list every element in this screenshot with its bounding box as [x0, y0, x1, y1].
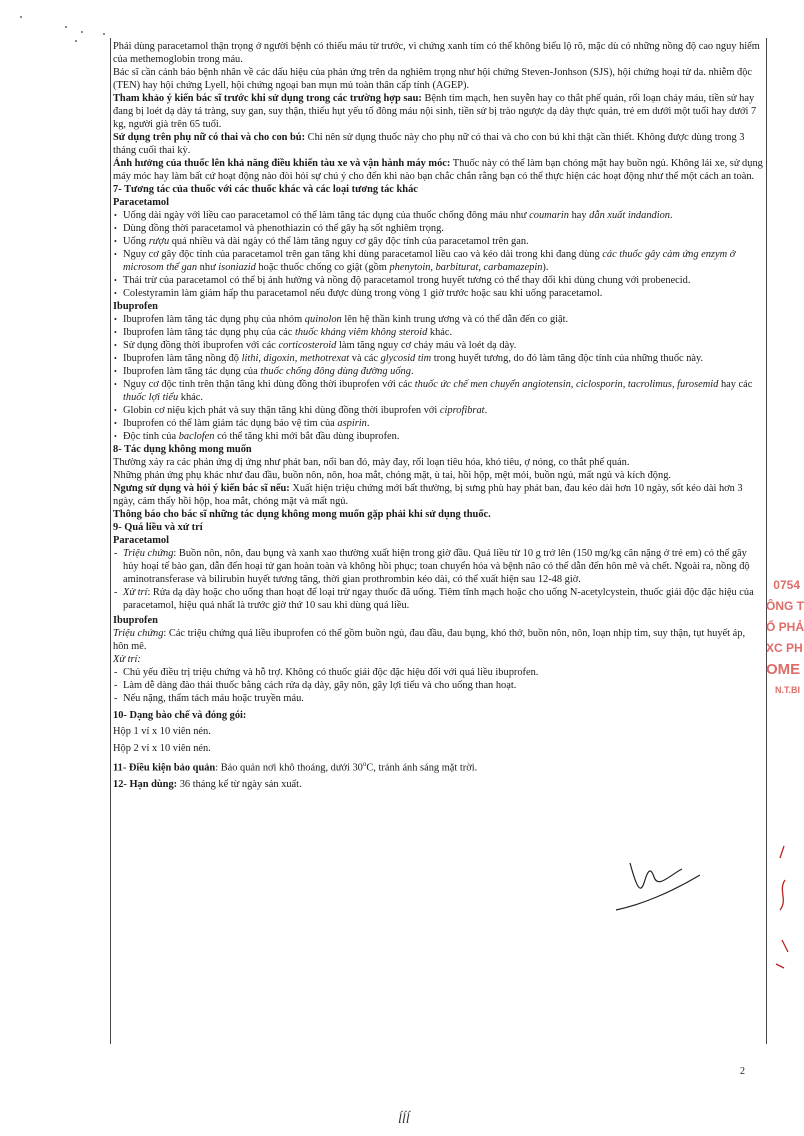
page-number: 2 — [740, 1066, 745, 1077]
list-item: • Ibuprofen có thể làm giảm tác dụng bảo vệ tim của aspirin. — [113, 417, 763, 430]
margin-handwriting — [770, 840, 795, 980]
section-12: 12- Hạn dùng: 36 tháng kể từ ngày sản xuất. — [113, 779, 302, 791]
s9-ibuprofen-list — [113, 666, 763, 705]
section-9-title: 9- Quá liều và xử trí — [113, 522, 203, 533]
s7-ibuprofen-list — [113, 313, 763, 443]
section-10-title: 10- Dạng bào chế và đóng gói: — [113, 710, 247, 721]
s8-para-2: Những phản ứng phụ khác như đau đầu, buồn nôn, nôn, hoa mắt, chóng mặt, ù tai, hồi hộp, mệt mỏi, buồn ngủ, mất ngủ và kích động. — [113, 470, 671, 481]
s10-line-2: Hộp 2 vỉ x 10 viên nén. — [113, 743, 211, 754]
scan-specks — [18, 15, 118, 45]
s9-ibuprofen-treatment-label: Xử trí: — [113, 654, 141, 665]
s7-paracetamol-heading: Paracetamol — [113, 197, 169, 208]
red-company-stamp: 0754 ÔNG T Ổ PHẢ XC PH OME N.T.BI — [766, 578, 804, 695]
intro-para-5: Ảnh hưởng của thuốc lên khả năng điều khiển tàu xe và vận hành máy móc: Thuốc này có thể làm bạn chóng mặt hay buồn ngủ. Không lái xe, sử dụng máy móc hay làm bất cứ hoạt động nào đòi hỏi sự chú ý cho đến khi nào bạn chắc chắn rằng bạn có thể thực hiện các hoạt động như thế một cách an toàn. — [113, 158, 763, 182]
s7-ibuprofen-heading: Ibuprofen — [113, 301, 158, 312]
footer-mark: ĺĺĺ — [398, 1112, 410, 1127]
document-body — [113, 40, 763, 791]
list-item: • Uống dài ngày với liều cao paracetamol có thể làm tăng tác dụng của thuốc chống đông máu như coumarin hay dẫn xuất indandion. — [113, 209, 763, 222]
intro-para-4: Sử dụng trên phụ nữ có thai và cho con bú: Chỉ nên sử dụng thuốc này cho phụ nữ có thai và cho con bú khi thật cần thiết. Không được dùng trong 3 tháng cuối thai kỳ. — [113, 132, 745, 156]
s9-paracetamol-heading: Paracetamol — [113, 535, 169, 546]
list-item: • Ibuprofen làm tăng tác dụng phụ của các thuốc kháng viêm không steroid khác. — [113, 326, 763, 339]
list-item: • Uống rượu quá nhiều và dài ngày có thể làm tăng nguy cơ gây độc tính của paracetamol trên gan. — [113, 235, 763, 248]
section-7-title: 7- Tương tác của thuốc với các thuốc khác và các loại tương tác khác — [113, 184, 418, 195]
s10-line-1: Hộp 1 vỉ x 10 viên nén. — [113, 726, 211, 737]
s9-ibuprofen-heading: Ibuprofen — [113, 615, 158, 626]
list-item: - Xử trí: Rửa dạ dày hoặc cho uống than hoạt để loại trừ ngay thuốc đã uống. Tiêm tĩnh mạch hoặc cho uống N-acetylcystein, thuốc giải độc đặc hiệu của paracetamol, hiệu quả nhất là trước giờ thứ 10 sau khi dùng quá liều. — [113, 586, 763, 612]
s8-para-1: Thường xảy ra các phản ứng dị ứng như phát ban, nổi ban đỏ, mày đay, rối loạn tiêu hóa, khó tiêu, ợ nóng, co thắt phế quản. — [113, 457, 630, 468]
intro-para-3: Tham khảo ý kiến bác sĩ trước khi sử dụng trong các trường hợp sau: Bệnh tim mạch, hen suyễn hay co thắt phế quản, rối loạn chảy máu, tiền sử hay đang bị loét dạ dày tá tràng, suy gan, suy thận, thiếu hụt yếu tố đông máu nội sinh, tiền sử bị trào ngược dạ dày thực quản, trẻ em dưới một tuổi hay dưới 7 kg, người già trên 65 tuổi. — [113, 93, 757, 130]
list-item: • Nguy cơ độc tính trên thận tăng khi dùng đồng thời ibuprofen với các thuốc ức chế men chuyển angiotensin, ciclosporin, tacrolimus, furosemid hay các thuốc lợi tiểu khác. — [113, 378, 763, 404]
list-item: • Thải trừ của paracetamol có thể bị ảnh hưởng và nồng độ paracetamol trong huyết tương có thể thay đổi khi dùng chung với probenecid. — [113, 274, 763, 287]
list-item: - Triệu chứng: Buồn nôn, nôn, đau bụng và xanh xao thường xuất hiện trong giờ đầu. Quá liều từ 10 g trở lên (150 mg/kg cân nặng ở trẻ em) có thể gây hủy hoại tế bào gan, dẫn đến hoại tử gan hoàn toàn và không hồi phục; toan chuyển hóa và bệnh não có thể dẫn đến hôn mê và chết. Ngoài ra, nồng độ aminotransferase và bilirubin huyết tương tăng, thời gian prothrombin kéo dài, có thể xuất hiện sau 12-48 giờ. — [113, 547, 763, 586]
list-item: • Dùng đồng thời paracetamol và phenothiazin có thể gây hạ sốt nghiêm trọng. — [113, 222, 763, 235]
list-item: • Nguy cơ gây độc tính của paracetamol trên gan tăng khi dùng paracetamol liều cao và kéo dài trong khi đang dùng các thuốc gây cảm ứng enzym ở microsom thể gan như isoniazid hoặc thuốc chống co giật (gồm phenytoin, barbiturat, carbamazepin). — [113, 248, 763, 274]
handwritten-signature — [610, 855, 720, 925]
intro-para-2: Bác sĩ cần cảnh báo bệnh nhân về các dấu hiệu của phản ứng trên da nghiêm trọng như hội chứng Steven-Jonhson (SJS), hội chứng hoại tử da. nhiễm độc (TEN) hay hội chứng Lyell, hội chứng ngoại ban mụn mủ toàn thân cấp tính (AGEP). — [113, 67, 753, 91]
list-item: • Globin cơ niệu kịch phát và suy thận tăng khi dùng đồng thời ibuprofen với ciprofibrat. — [113, 404, 763, 417]
list-item: - Làm dễ dàng đào thải thuốc bằng cách rửa dạ dày, gây nôn, gây lợi tiểu và cho uống than hoạt. — [113, 679, 763, 692]
section-11: 11- Điều kiện bảo quản: Bảo quản nơi khô thoáng, dưới 30$^o$C, tránh ánh sáng mặt trời. — [113, 760, 478, 774]
list-item: • Ibuprofen làm tăng tác dụng phụ của nhóm quinolon lên hệ thần kinh trung ương và có thể dẫn đến co giật. — [113, 313, 763, 326]
list-item: - Chủ yếu điều trị triệu chứng và hỗ trợ. Không có thuốc giải độc đặc hiệu đối với quá liều ibuprofen. — [113, 666, 763, 679]
s9-ibuprofen-symptoms: Triệu chứng: Các triệu chứng quá liều ibuprofen có thể gồm buồn ngủ, đau đầu, đau bụng, khó thở, buồn nôn, nôn, loạn nhịp tim, suy thận, tụt huyết áp, hôn mê. — [113, 628, 746, 652]
list-item: • Colestyramin làm giảm hấp thu paracetamol nếu được dùng trong vòng 1 giờ trước hoặc sau khi uống paracetamol. — [113, 287, 763, 300]
s8-para-3: Ngưng sử dụng và hỏi ý kiến bác sĩ nếu: Xuất hiện triệu chứng mới bất thường, bị sưng phù hay phát ban, đau kéo dài hơn 10 ngày, sốt kéo dài hơn 3 ngày, cảm thấy hồi hộp, hoa mắt, chóng mặt và mất ngủ. — [113, 483, 743, 507]
list-item: • Độc tính của baclofen có thể tăng khi mới bắt đầu dùng ibuprofen. — [113, 430, 763, 443]
section-8-title: 8- Tác dụng không mong muốn — [113, 444, 252, 455]
list-item: - Nếu nặng, thẩm tách máu hoặc truyền máu. — [113, 692, 763, 705]
intro-para-1: Phải dùng paracetamol thận trọng ở người bệnh có thiếu máu từ trước, vì chứng xanh tím có thể không biểu lộ rõ, mặc dù có những nồng độ cao nguy hiểm của methemoglobin trong máu. — [113, 41, 760, 65]
list-item: • Ibuprofen làm tăng nồng độ lithi, digoxin, methotrexat và các glycosid tim trong huyết tương, do đó làm tăng độc tính của những thuốc này. — [113, 352, 763, 365]
s8-para-4: Thông báo cho bác sĩ những tác dụng không mong muốn gặp phải khi sử dụng thuốc. — [113, 509, 491, 520]
list-item: • Ibuprofen làm tăng tác dụng của thuốc chống đông dùng đường uống. — [113, 365, 763, 378]
s9-paracetamol-list — [113, 547, 763, 612]
list-item: • Sử dụng đồng thời ibuprofen với các corticosteroid làm tăng nguy cơ chảy máu và loét dạ dày. — [113, 339, 763, 352]
s7-paracetamol-list — [113, 209, 763, 300]
